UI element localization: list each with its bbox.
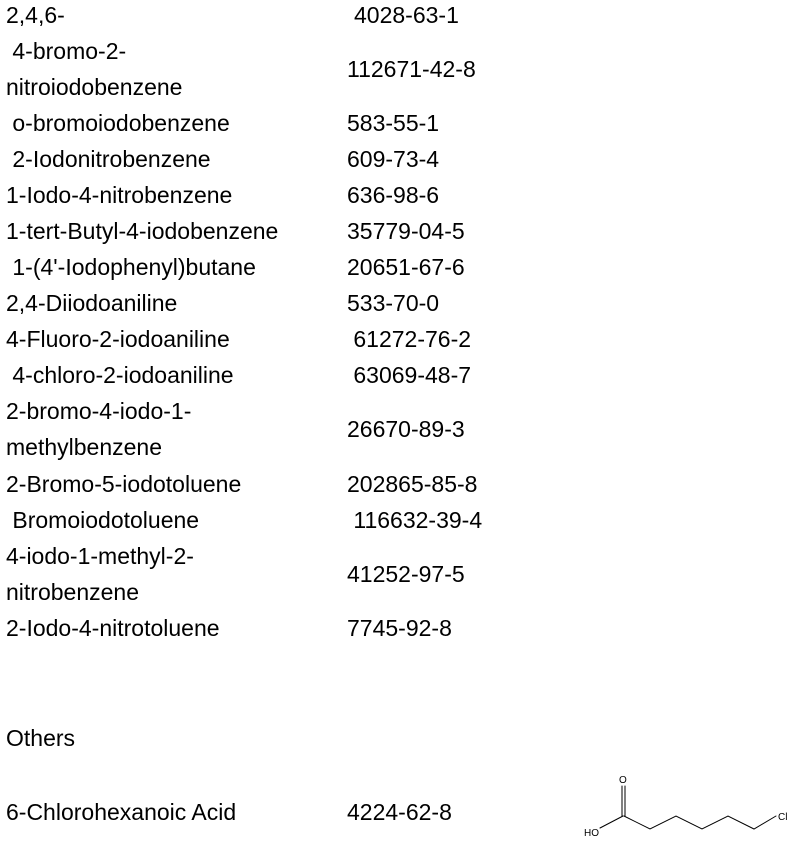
bond-line xyxy=(600,816,623,828)
table-row xyxy=(0,393,798,465)
compound-name: 2-bromo-4-iodo-1- methylbenzene xyxy=(6,398,192,460)
cas-number: 583-55-1 xyxy=(347,110,440,136)
compound-name: 2-Iodonitrobenzene xyxy=(6,146,211,172)
compound-name: 2-Iodo-4-nitrotoluene xyxy=(6,615,220,641)
cas-number: 609-73-4 xyxy=(347,146,440,172)
oxygen-label: O xyxy=(619,775,627,786)
table-row xyxy=(0,538,798,610)
cas-number: 116632-39-4 xyxy=(347,507,483,533)
cas-number: 636-98-6 xyxy=(347,182,440,208)
section-heading-others: Others xyxy=(6,725,76,751)
cas-number: 26670-89-3 xyxy=(347,416,465,442)
compound-name: 4-iodo-1-methyl-2- nitrobenzene xyxy=(6,543,194,605)
compound-name: 4-chloro-2-iodoaniline xyxy=(6,362,234,388)
compound-name: o-bromoiodobenzene xyxy=(6,110,230,136)
compound-name: 2-Bromo-5-iodotoluene xyxy=(6,471,242,497)
compound-name: 2,4-Diiodoaniline xyxy=(6,290,178,316)
compound-name: 6-Chlorohexanoic Acid xyxy=(6,799,237,825)
compound-name: 1-(4'-Iodophenyl)butane xyxy=(6,254,256,280)
compound-name: 4-Fluoro-2-iodoaniline xyxy=(6,326,230,352)
cas-number: 61272-76-2 xyxy=(347,326,472,352)
cas-number: 4028-63-1 xyxy=(354,2,459,28)
cas-number: 533-70-0 xyxy=(347,290,440,316)
compound-name: 4-bromo-2- nitroiodobenzene xyxy=(6,38,183,100)
cas-number: 41252-97-5 xyxy=(347,561,465,587)
cas-number: 20651-67-6 xyxy=(347,254,465,280)
cas-number: 63069-48-7 xyxy=(347,362,472,388)
compound-name: Bromoiodotoluene xyxy=(6,507,200,533)
cas-number: 4224-62-8 xyxy=(347,799,452,825)
chlorine-label: Cl xyxy=(778,812,788,823)
compound-name: 1-Iodo-4-nitrobenzene xyxy=(6,182,233,208)
hydroxyl-label: HO xyxy=(584,828,599,839)
chemical-structure-image xyxy=(578,772,793,842)
compound-name: 1-tert-Butyl-4-iodobenzene xyxy=(6,218,279,244)
table-row xyxy=(0,33,798,105)
cas-number: 112671-42-8 xyxy=(347,56,476,82)
carbon-chain xyxy=(624,816,776,829)
cas-number: 7745-92-8 xyxy=(347,615,452,641)
compound-name: 2,4,6- xyxy=(6,2,65,28)
table-row xyxy=(0,0,798,33)
cas-number: 202865-85-8 xyxy=(347,471,478,497)
cas-number: 35779-04-5 xyxy=(347,218,465,244)
